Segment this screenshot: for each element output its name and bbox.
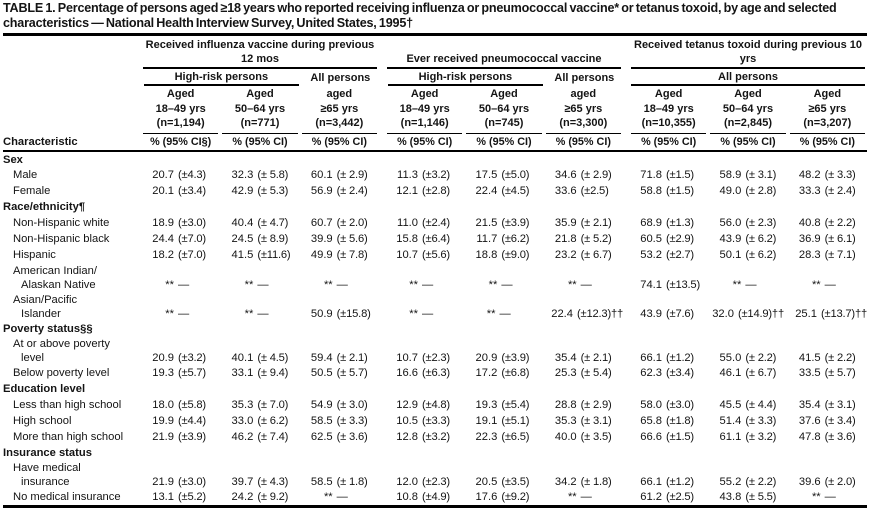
section-row — [3, 321, 867, 337]
value-cell: 58.9 (± 3.1) — [708, 167, 787, 183]
value-cell: 10.7 (±2.3) — [385, 351, 464, 365]
value-cell: 33.6 (±2.5) — [544, 183, 623, 199]
value-cell: 62.3 (±3.4) — [629, 365, 708, 381]
value-cell: 66.1 (±1.2) — [629, 475, 708, 489]
subgroup-label: All persons — [302, 70, 379, 86]
column-header: Aged 18–49 yrs (n=10,355) — [631, 87, 706, 134]
value-cell: 11.7 (±6.2) — [464, 231, 543, 247]
value-cell: ** — — [544, 278, 623, 292]
value-cell: 58.8 (±1.5) — [629, 183, 708, 199]
value-cell: 17.5 (±5.0) — [464, 167, 543, 183]
table-row — [3, 489, 867, 505]
value-cell: 25.1 (±13.7)†† — [784, 307, 867, 321]
row-label: Asian/Pacific Islander — [3, 293, 141, 321]
table-row — [3, 167, 867, 183]
table-row — [3, 397, 867, 413]
value-cell: 10.5 (±3.3) — [385, 413, 464, 429]
value-cell: ** — — [385, 307, 463, 321]
value-cell: 41.5 (± 2.2) — [788, 351, 867, 365]
value-cell: 33.3 (± 2.4) — [788, 183, 867, 199]
value-cell: ** — — [141, 278, 220, 292]
section-row — [3, 199, 867, 215]
value-cell: 20.9 (±3.2) — [141, 351, 220, 365]
value-cell: ** — — [708, 278, 787, 292]
value-cell: 54.9 (± 3.0) — [300, 397, 379, 413]
value-cell: 40.0 (± 3.5) — [544, 429, 623, 445]
value-cell: ** — — [300, 489, 379, 505]
row-label: Female — [3, 183, 141, 199]
table-row — [3, 263, 867, 292]
value-cell: 12.8 (±3.2) — [385, 429, 464, 445]
value-cell: 74.1 (±13.5) — [629, 278, 708, 292]
value-cell: 43.9 (±7.6) — [629, 307, 701, 321]
table-header — [3, 36, 867, 152]
table-row — [3, 429, 867, 445]
value-cell: 21.8 (± 5.2) — [544, 231, 623, 247]
value-cell: 13.1 (±5.2) — [141, 489, 220, 505]
value-cell: 20.9 (±3.9) — [464, 351, 543, 365]
ci-header: % (95% CI) — [788, 134, 867, 150]
value-cell: 23.2 (± 6.7) — [544, 247, 623, 263]
value-cell: 16.6 (±6.3) — [385, 365, 464, 381]
column-header: Aged 50–64 yrs (n=771) — [222, 87, 297, 134]
value-cell: 21.9 (±3.0) — [141, 475, 220, 489]
value-cell: 46.2 (± 7.4) — [220, 429, 299, 445]
subgroup-label: High-risk persons — [388, 70, 543, 86]
ci-header: % (95% CI) — [464, 134, 543, 150]
ci-header: % (95% CI) — [544, 134, 623, 150]
value-cell: 21.5 (±3.9) — [464, 215, 543, 231]
value-cell: 50.1 (± 6.2) — [708, 247, 787, 263]
value-cell: 11.3 (±3.2) — [385, 167, 464, 183]
row-label: No medical insurance — [3, 489, 141, 505]
column-header: Aged 50–64 yrs (n=745) — [466, 87, 541, 134]
value-cell: 66.1 (±1.2) — [629, 351, 708, 365]
value-cell: 58.5 (± 1.8) — [300, 475, 379, 489]
value-cell: 56.9 (± 2.4) — [300, 183, 379, 199]
value-cell: 12.0 (±2.3) — [385, 475, 464, 489]
ci-header: % (95% CI) — [385, 134, 464, 150]
value-cell: 35.3 (± 3.1) — [544, 413, 623, 429]
value-cell: 20.1 (±3.4) — [141, 183, 220, 199]
value-cell: 58.0 (±3.0) — [629, 397, 708, 413]
column-header: Aged 50–64 yrs (n=2,845) — [710, 87, 785, 134]
row-label: Below poverty level — [3, 365, 141, 381]
value-cell: 19.3 (±5.4) — [464, 397, 543, 413]
value-cell: 40.1 (± 4.5) — [220, 351, 299, 365]
table-row — [3, 183, 867, 199]
table-row — [3, 247, 867, 263]
value-cell: ** — — [788, 278, 867, 292]
value-cell: ** — — [385, 278, 464, 292]
column-header: Aged 18–49 yrs (n=1,146) — [387, 87, 462, 134]
value-cell: 32.0 (±14.9)†† — [701, 307, 784, 321]
column-header: aged ≥65 yrs (n=3,442) — [302, 87, 377, 134]
value-cell: 50.9 (±15.8) — [300, 307, 379, 321]
column-header: Aged ≥65 yrs (n=3,207) — [790, 87, 865, 134]
value-cell: 41.5 (±11.6) — [220, 247, 299, 263]
value-cell: ** — — [788, 489, 867, 505]
value-cell: 55.2 (± 2.2) — [708, 475, 787, 489]
group-title: Ever received pneumococcal vaccine — [387, 36, 621, 69]
value-cell: 43.9 (± 6.2) — [708, 231, 787, 247]
table-row — [3, 231, 867, 247]
table-title: TABLE 1. Percentage of persons aged ≥18 years who reported receiving influenza or pneumococcal vaccine* or tetanus toxoid, by age and selected characteristics — National Health Interview Survey, United States, 1995† — [3, 1, 867, 31]
value-cell: ** — — [220, 278, 299, 292]
section-row — [3, 152, 867, 168]
column-header: Aged 18–49 yrs (n=1,194) — [143, 87, 218, 134]
row-label: Hispanic — [3, 247, 141, 263]
table-body — [3, 152, 867, 508]
row-label: Race/ethnicity¶ — [3, 200, 141, 215]
value-cell: 61.1 (± 3.2) — [708, 429, 787, 445]
value-cell: 17.2 (±6.8) — [464, 365, 543, 381]
ci-header: % (95% CI§) — [141, 134, 220, 150]
value-cell: ** — — [141, 307, 220, 321]
column-header: aged ≥65 yrs (n=3,300) — [546, 87, 621, 134]
value-cell: 39.9 (± 5.6) — [300, 231, 379, 247]
section-row — [3, 445, 867, 461]
row-label: Have medical insurance — [3, 461, 141, 489]
value-cell: 34.6 (± 2.9) — [544, 167, 623, 183]
value-cell: 39.7 (± 4.3) — [220, 475, 299, 489]
value-cell: 12.9 (±4.8) — [385, 397, 464, 413]
value-cell: 40.4 (± 4.7) — [220, 215, 299, 231]
subgroup-label: All persons — [546, 70, 623, 86]
value-cell: 19.9 (±4.4) — [141, 413, 220, 429]
value-cell: 19.1 (±5.1) — [464, 413, 543, 429]
value-cell: 18.0 (±5.8) — [141, 397, 220, 413]
row-label: Insurance status — [3, 446, 141, 461]
table-row — [3, 413, 867, 429]
value-cell: 24.2 (± 9.2) — [220, 489, 299, 505]
value-cell: 10.7 (±5.6) — [385, 247, 464, 263]
value-cell: 58.5 (± 3.3) — [300, 413, 379, 429]
row-label: More than high school — [3, 429, 141, 445]
value-cell: 53.2 (±2.7) — [629, 247, 708, 263]
value-cell: ** — — [300, 278, 379, 292]
characteristic-header: Characteristic — [3, 36, 141, 150]
value-cell: 49.0 (± 2.8) — [708, 183, 787, 199]
value-cell: 18.2 (±7.0) — [141, 247, 220, 263]
value-cell: 35.4 (± 2.1) — [544, 351, 623, 365]
row-label: Sex — [3, 153, 141, 168]
value-cell: 36.9 (± 6.1) — [788, 231, 867, 247]
value-cell: 66.6 (±1.5) — [629, 429, 708, 445]
value-cell: 47.8 (± 3.6) — [788, 429, 867, 445]
value-cell: 68.9 (±1.3) — [629, 215, 708, 231]
value-cell: 39.6 (± 2.0) — [788, 475, 867, 489]
value-cell: 21.9 (±3.9) — [141, 429, 220, 445]
value-cell: 49.9 (± 7.8) — [300, 247, 379, 263]
ci-header: % (95% CI) — [708, 134, 787, 150]
table-row — [3, 336, 867, 365]
value-cell: 35.3 (± 7.0) — [220, 397, 299, 413]
row-label: Non-Hispanic white — [3, 215, 141, 231]
row-label: Male — [3, 167, 141, 183]
value-cell: 19.3 (±5.7) — [141, 365, 220, 381]
value-cell: 65.8 (±1.8) — [629, 413, 708, 429]
value-cell: 20.7 (±4.3) — [141, 167, 220, 183]
subgroup-label: High-risk persons — [144, 70, 299, 86]
value-cell: 51.4 (± 3.3) — [708, 413, 787, 429]
value-cell: 50.5 (± 5.7) — [300, 365, 379, 381]
value-cell: 22.3 (±6.5) — [464, 429, 543, 445]
section-row — [3, 381, 867, 397]
value-cell: 24.5 (± 8.9) — [220, 231, 299, 247]
subgroup-label: All persons — [631, 70, 865, 86]
value-cell: 46.1 (± 6.7) — [708, 365, 787, 381]
row-label: Poverty status§§ — [3, 322, 141, 337]
value-cell: 28.3 (± 7.1) — [788, 247, 867, 263]
value-cell: 11.0 (±2.4) — [385, 215, 464, 231]
value-cell: 28.8 (± 2.9) — [544, 397, 623, 413]
value-cell: 25.3 (± 5.4) — [544, 365, 623, 381]
row-label: High school — [3, 413, 141, 429]
tetanus-group-header — [629, 36, 867, 150]
value-cell: 35.9 (± 2.1) — [544, 215, 623, 231]
row-label: Education level — [3, 382, 141, 397]
value-cell: 60.5 (±2.9) — [629, 231, 708, 247]
value-cell: 42.9 (± 5.3) — [220, 183, 299, 199]
value-cell: 12.1 (±2.8) — [385, 183, 464, 199]
group-title: Received tetanus toxoid during previous 10 yrs — [631, 36, 865, 69]
value-cell: 62.5 (± 3.6) — [300, 429, 379, 445]
group-title: Received influenza vaccine during previous 12 mos — [143, 36, 377, 69]
value-cell: 35.4 (± 3.1) — [788, 397, 867, 413]
ci-header: % (95% CI) — [300, 134, 379, 150]
row-label: Less than high school — [3, 397, 141, 413]
value-cell: ** — — [220, 307, 299, 321]
value-cell: 37.6 (± 3.4) — [788, 413, 867, 429]
row-label: At or above poverty level — [3, 337, 141, 365]
value-cell: 32.3 (± 5.8) — [220, 167, 299, 183]
value-cell: 33.1 (± 9.4) — [220, 365, 299, 381]
value-cell: 45.5 (± 4.4) — [708, 397, 787, 413]
row-label: American Indian/ Alaskan Native — [3, 264, 141, 292]
row-label: Non-Hispanic black — [3, 231, 141, 247]
table-row — [3, 460, 867, 489]
value-cell: ** — — [463, 307, 541, 321]
value-cell: 34.2 (± 1.8) — [544, 475, 623, 489]
table-row — [3, 292, 867, 321]
value-cell: 18.9 (±3.0) — [141, 215, 220, 231]
value-cell: ** — — [464, 278, 543, 292]
influenza-group-header — [141, 36, 379, 150]
value-cell: ** — — [544, 489, 623, 505]
ci-header: % (95% CI) — [220, 134, 299, 150]
value-cell: 33.0 (± 6.2) — [220, 413, 299, 429]
pneumococcal-group-header — [385, 36, 623, 150]
value-cell: 17.6 (±9.2) — [464, 489, 543, 505]
value-cell: 60.1 (± 2.9) — [300, 167, 379, 183]
value-cell: 33.5 (± 5.7) — [788, 365, 867, 381]
value-cell: 61.2 (±2.5) — [629, 489, 708, 505]
value-cell: 55.0 (± 2.2) — [708, 351, 787, 365]
value-cell: 18.8 (±9.0) — [464, 247, 543, 263]
value-cell: 43.8 (± 5.5) — [708, 489, 787, 505]
value-cell: 56.0 (± 2.3) — [708, 215, 787, 231]
value-cell: 48.2 (± 3.3) — [788, 167, 867, 183]
value-cell: 20.5 (±3.5) — [464, 475, 543, 489]
value-cell: 60.7 (± 2.0) — [300, 215, 379, 231]
value-cell: 22.4 (±4.5) — [464, 183, 543, 199]
table-row — [3, 365, 867, 381]
value-cell: 15.8 (±6.4) — [385, 231, 464, 247]
value-cell: 10.8 (±4.9) — [385, 489, 464, 505]
table-row — [3, 215, 867, 231]
value-cell: 59.4 (± 2.1) — [300, 351, 379, 365]
ci-header: % (95% CI) — [629, 134, 708, 150]
value-cell: 24.4 (±7.0) — [141, 231, 220, 247]
value-cell: 71.8 (±1.5) — [629, 167, 708, 183]
value-cell: 22.4 (±12.3)†† — [540, 307, 623, 321]
value-cell: 40.8 (± 2.2) — [788, 215, 867, 231]
